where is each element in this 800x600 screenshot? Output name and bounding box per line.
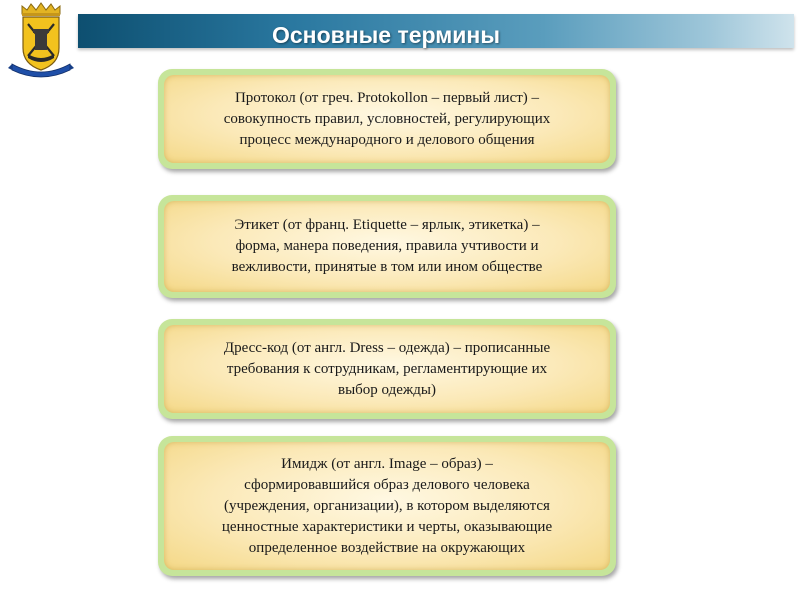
term-line: процесс международного и делового общения bbox=[239, 131, 535, 148]
term-line: требования к сотрудникам, регламентирующие их bbox=[226, 360, 548, 377]
term-line: ценностные характеристики и черты, оказывающие bbox=[221, 518, 553, 535]
term-line: Дресс-код (от англ. Dress – одежда) – прописанные bbox=[223, 339, 551, 356]
term-line: выбор одежды) bbox=[338, 381, 436, 398]
term-line: вежливости, принятые в том или ином обществе bbox=[231, 259, 543, 275]
coat-of-arms-icon bbox=[8, 2, 74, 80]
term-line: сформировавшийся образ делового человека bbox=[244, 476, 530, 493]
term-line: совокупность правил, условностей, регулирующих bbox=[223, 110, 551, 127]
term-definition-image bbox=[222, 454, 552, 559]
term-line: Имидж (от англ. Image – образ) – bbox=[281, 455, 493, 472]
term-definition-protocol bbox=[224, 88, 551, 151]
term-definition-etiquette bbox=[232, 215, 543, 278]
term-card-etiquette bbox=[158, 195, 616, 298]
term-line: определенное воздействие на окружающих bbox=[248, 539, 526, 556]
term-card-body bbox=[164, 201, 610, 292]
term-line: Этикет (от франц. Etiquette – ярлык, этикетка) – bbox=[234, 217, 540, 233]
term-line: форма, манера поведения, правила учтивости и bbox=[235, 238, 539, 254]
term-line: Протокол (от греч. Protokollon – первый лист) – bbox=[234, 89, 540, 106]
term-card-body bbox=[164, 442, 610, 570]
term-card-body bbox=[164, 325, 610, 413]
page-title: Основные термины bbox=[272, 22, 500, 48]
term-line: (учреждения, организации), в котором выделяются bbox=[224, 497, 550, 514]
term-card-dress-code bbox=[158, 319, 616, 419]
term-definition-dress-code bbox=[224, 338, 550, 401]
term-card-protocol bbox=[158, 69, 616, 169]
term-card-body bbox=[164, 75, 610, 163]
term-card-image bbox=[158, 436, 616, 576]
